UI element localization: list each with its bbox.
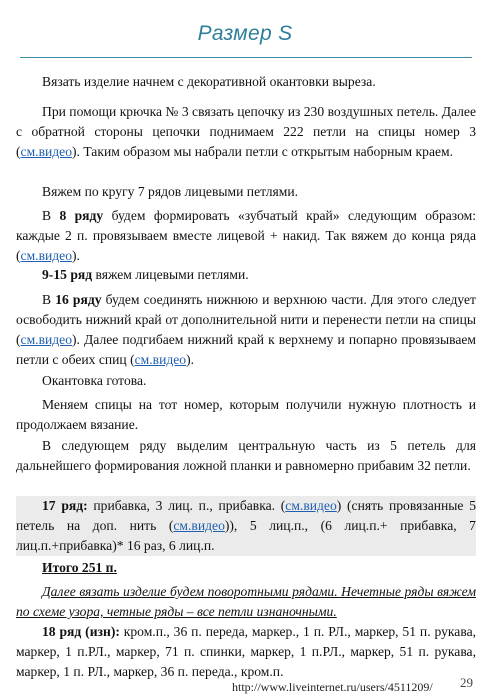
title-divider [20, 57, 472, 58]
paragraph-text: ). Таким образом мы набрали петли с открытым наборным краем. [72, 144, 454, 159]
paragraph-text: В [42, 208, 60, 223]
watermark-url: http://www.liveinternet.ru/users/4511209/ [232, 680, 433, 694]
paragraph-row-16 [16, 290, 476, 370]
row-label: 8 ряду [59, 208, 104, 223]
paragraph-intro: Вязать изделие начнем с декоративной окантовки выреза. [42, 74, 376, 89]
paragraph-text: кром.п., 36 п. переда, маркер., 1 п. РЛ., маркер, 51 п. рукава, маркер, 1 п.РЛ., маркер, 71 п. спинки, маркер, 1 п.РЛ., маркер, 51 п. рукава, маркер, 1 п. РЛ., маркер, 36 п. переда., кром.п. [16, 624, 476, 679]
paragraph-cast-on [16, 102, 476, 162]
page-number: 29 [460, 675, 473, 690]
video-link[interactable]: см.видео [173, 518, 225, 533]
paragraph-row-18 [16, 622, 476, 682]
paragraph-text: ). [72, 248, 80, 263]
video-link[interactable]: см.видео [20, 248, 73, 263]
paragraph-row-17 [16, 496, 476, 556]
stitch-total: Итого 251 п. [42, 560, 117, 575]
paragraph-turning-rows: Далее вязать изделие будем поворотными рядами. Нечетные ряды вяжем по схеме узора, четные ряды – все петли изнаночными. [16, 584, 476, 619]
paragraph-text: ). Далее подгибаем нижний край к верхнему и попарно провязываем петли с обеих спиц ( [16, 332, 476, 367]
video-link[interactable]: см.видео [20, 332, 73, 347]
paragraph-total [16, 558, 476, 578]
paragraph-change-needles: Меняем спицы на тот номер, которым получили нужную плотность и продолжаем вязание. [16, 397, 476, 432]
paragraph-text: ). [186, 352, 195, 367]
page-title: Размер S [197, 22, 293, 45]
paragraph-rows-9-15 [16, 265, 476, 285]
paragraph-row-8 [16, 206, 476, 266]
row-label: 16 ряду [55, 292, 102, 307]
row-label: 9-15 ряд [42, 267, 93, 282]
row-label: 17 ряд: [42, 498, 88, 513]
paragraph-text: В [42, 292, 56, 307]
paragraph-text: вяжем лицевыми петлями. [92, 267, 249, 282]
video-link[interactable]: см.видео [20, 144, 73, 159]
video-link[interactable]: см.видео [134, 352, 187, 367]
paragraph-text: будем формировать «зубчатый край» следующим образом: каждые 2 п. провязываем вместе лицевой + накид. Так вяжем до конца ряда ( [16, 208, 476, 263]
paragraph-text: прибавка, 3 лиц. п., прибавка. ( [87, 498, 286, 513]
paragraph-text: ) (снять провязанные 5 петель на доп. нить ( [16, 498, 477, 533]
paragraph-edging-ready: Окантовка готова. [42, 373, 147, 388]
paragraph-text: будем соединять нижнюю и верхнюю части. Для этого следует освободить нижний край от дополнительной нити и перенести петли на спицы ( [16, 292, 476, 347]
row-label: 18 ряд (изн): [42, 624, 120, 639]
paragraph-7-rows: Вяжем по кругу 7 рядов лицевыми петлями. [42, 184, 299, 199]
paragraph-next-row: В следующем ряду выделим центральную часть из 5 петель для дальнейшего формирования ложной планки и равномерно прибавим 32 петли. [16, 438, 476, 473]
video-link[interactable]: см.видео [285, 498, 337, 513]
paragraph-text: )), 5 лиц.п., (6 лиц.п.+ прибавка, 7 лиц.п.+прибавка)* 16 раз, 6 лиц.п. [16, 518, 476, 553]
paragraph-text: При помощи крючка № 3 связать цепочку из 230 воздушных петель. Далее с обратной стороны цепочки поднимаем 222 петли на спицы номер 3 ( [16, 104, 476, 159]
